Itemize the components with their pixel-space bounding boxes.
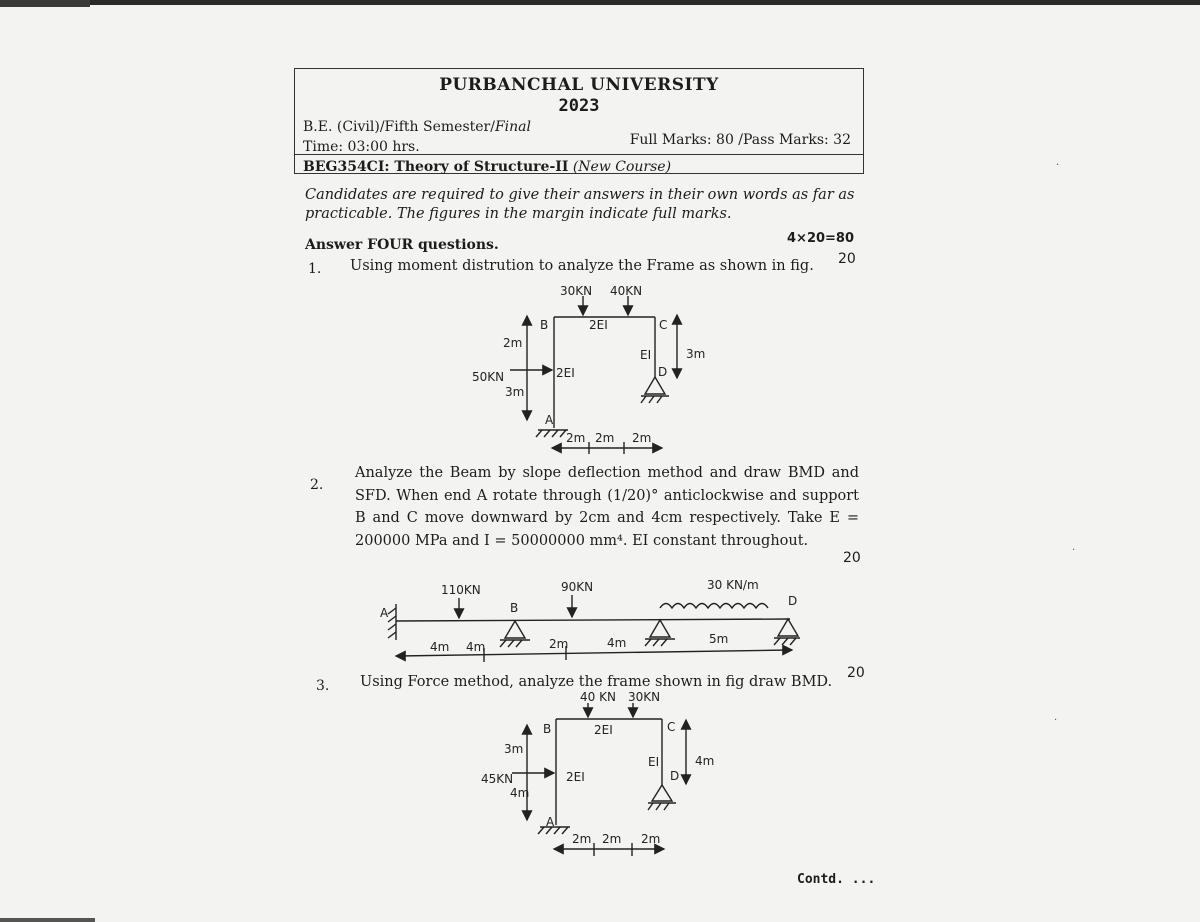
fig1-node-c: C (659, 318, 668, 332)
fig3-column-stiffness: 2EI (566, 770, 585, 784)
fig2-dim-1: 4m (430, 640, 450, 654)
question-3-number: 3. (316, 678, 330, 694)
question-1-text: Using moment distrution to analyze the Frame as shown in fig. (350, 258, 814, 274)
fig3-dim-4m-left: 4m (510, 786, 530, 800)
fig1-load-1: 30KN (560, 284, 593, 298)
question-2-marks: 20 (843, 550, 861, 566)
fig1-node-a: A (545, 413, 554, 427)
fig3-beam-stiffness: 2EI (594, 723, 613, 737)
question-1-marks: 20 (838, 251, 856, 267)
fig1-dim-bottom-3: 2m (632, 431, 652, 445)
exam-type: Final (494, 119, 532, 135)
fig1-dim-2m: 2m (503, 336, 523, 350)
instructions: Candidates are required to give their answers in their own words as far as practicable. The figures in the margin indicate full marks. (305, 187, 855, 222)
fig2-node-b: B (510, 601, 519, 615)
exam-time: Time: 03:00 hrs. (303, 139, 420, 155)
continued-note: Contd. ... (797, 872, 876, 887)
fig3-node-b: B (543, 722, 552, 736)
exam-year: 2023 (558, 96, 600, 116)
fig1-dim-3m-left: 3m (505, 385, 525, 399)
fig3-node-d: D (670, 769, 680, 783)
exam-marks: Full Marks: 80 /Pass Marks: 32 (629, 132, 851, 148)
fig3-right-stiffness: EI (648, 755, 660, 769)
fig2-dim-2: 4m (466, 640, 486, 654)
fig1-load-2: 40KN (610, 284, 643, 298)
figure-3-labels (481, 690, 714, 846)
fig3-dim-bottom-3: 2m (641, 832, 661, 846)
fig3-load-2: 30KN (628, 690, 661, 704)
figure-1-labels (472, 284, 705, 445)
fig2-dim-3: 2m (549, 637, 569, 651)
figure-2-beam (388, 595, 800, 662)
fig2-udl: 30 KN/m (707, 578, 759, 592)
fig2-node-d: D (788, 594, 798, 608)
fig3-dim-3m: 3m (504, 742, 524, 756)
fig1-node-b: B (540, 318, 549, 332)
fig3-node-c: C (667, 720, 676, 734)
question-3-marks: 20 (847, 665, 865, 681)
fig1-beam-stiffness: 2EI (589, 318, 608, 332)
fig1-dim-3m-right: 3m (686, 347, 706, 361)
fig2-load-90: 90KN (561, 580, 594, 594)
fig1-node-d: D (658, 365, 668, 379)
fig3-load-1: 40 KN (580, 690, 616, 704)
course-note: (New Course) (572, 159, 672, 175)
fig1-dim-bottom-2: 2m (595, 431, 615, 445)
question-1-number: 1. (308, 261, 322, 277)
scan-speck: · (1056, 160, 1060, 171)
fig3-dim-4m-right: 4m (695, 754, 715, 768)
total-marks: 4×20=80 (787, 231, 855, 246)
fig3-dim-bottom-2: 2m (602, 832, 622, 846)
fig2-dim-4: 4m (607, 636, 627, 650)
fig2-dim-5: 5m (709, 632, 729, 646)
course-code: BEG354CI: Theory of Structure-II (303, 159, 569, 175)
fig3-node-a: A (546, 815, 555, 829)
question-2-text: Analyze the Beam by slope deflection method and draw BMD and SFD. When end A rotate through (1/20)° anticlockwise and support B and C move downward by 2cm and 4cm respectively. Take E = 200000 MPa and I = 50000000 mm⁴. EI constant throughout. (355, 465, 859, 549)
university-name: PURBANCHAL UNIVERSITY (439, 75, 719, 95)
fig1-dim-bottom-1: 2m (566, 431, 586, 445)
fig2-node-a: A (380, 606, 389, 620)
fig1-column-stiffness: 2EI (556, 366, 575, 380)
program: B.E. (Civil)/Fifth Semester/ (303, 119, 495, 135)
figure-2-labels (380, 578, 797, 654)
question-3-text: Using Force method, analyze the frame shown in fig draw BMD. (360, 674, 833, 690)
question-2-number: 2. (310, 477, 324, 493)
fig3-side-load: 45KN (481, 772, 514, 786)
fig2-load-110: 110KN (441, 583, 481, 597)
scan-speck: · (1072, 545, 1076, 556)
fig3-dim-bottom-1: 2m (572, 832, 592, 846)
answer-heading: Answer FOUR questions. (305, 237, 499, 253)
fig1-side-load: 50KN (472, 370, 505, 384)
scan-speck: · (1054, 715, 1058, 726)
fig1-right-stiffness: EI (640, 348, 652, 362)
